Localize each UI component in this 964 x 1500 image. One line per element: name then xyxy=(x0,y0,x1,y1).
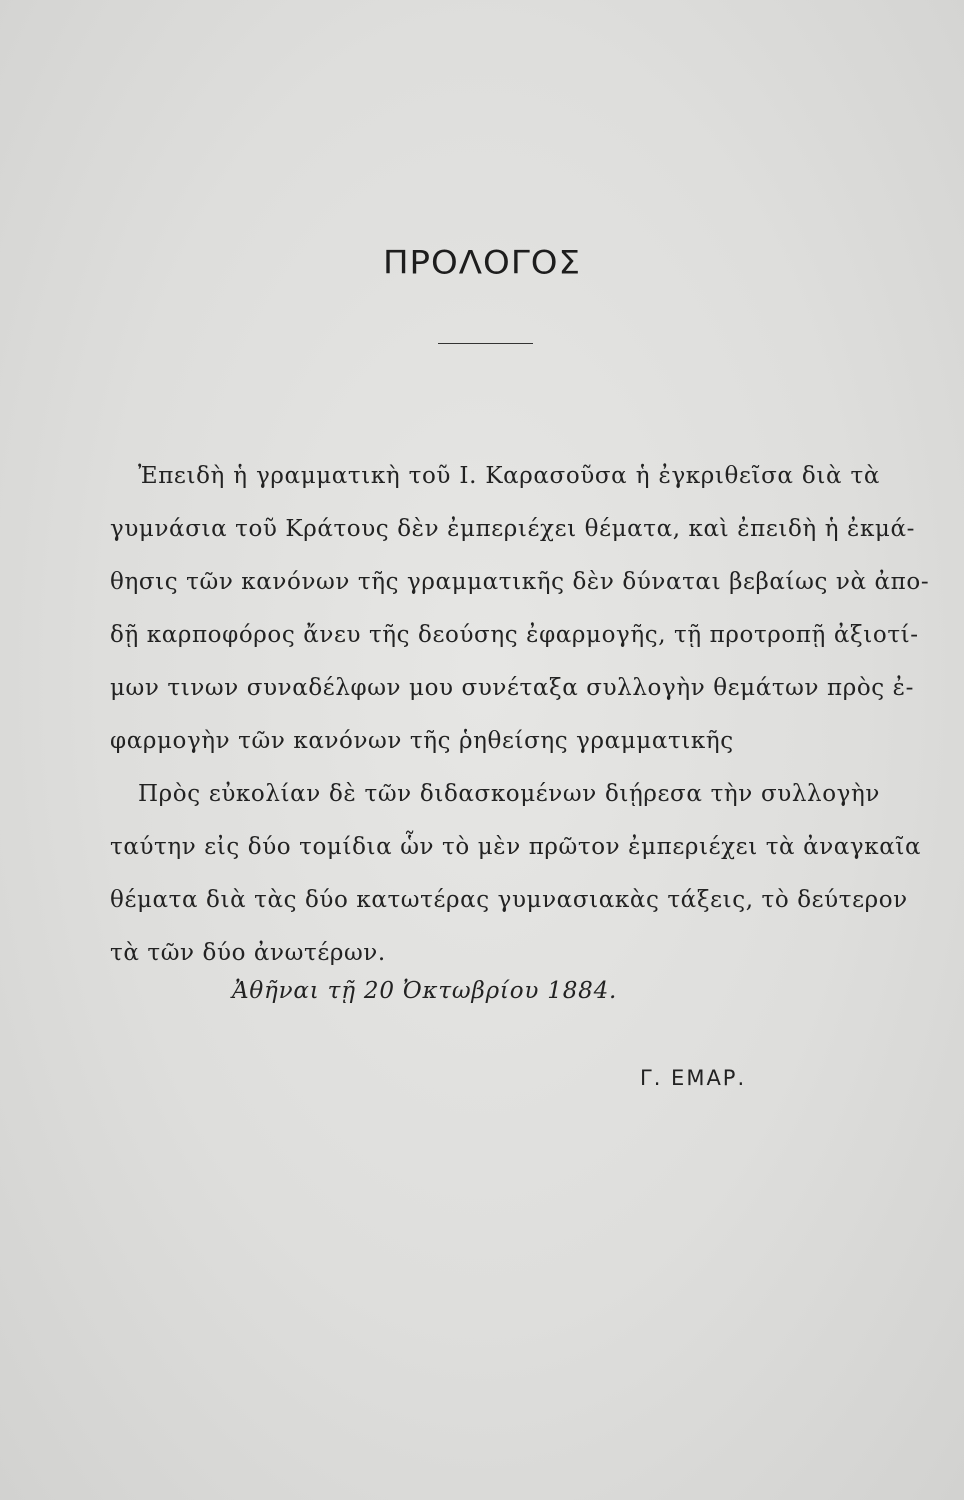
text-line-1: Ἐπειδὴ ἡ γραμματικὴ τοῦ Ι. Καρασοῦσα ἡ ἐγκριθεῖσα διὰ τὰ xyxy=(138,463,880,489)
text-line-4: δῇ καρποφόρος ἄνευ τῆς δεούσης ἐφαρμογῆς, τῇ προτροπῇ ἀξιοτί- xyxy=(110,622,919,648)
title-divider xyxy=(438,343,533,344)
text-line-10: τὰ τῶν δύο ἀνωτέρων. xyxy=(110,940,386,966)
text-line-9: θέματα διὰ τὰς δύο κατωτέρας γυμνασιακὰς τάξεις, τὸ δεύτερον xyxy=(110,887,908,913)
preface-body xyxy=(110,450,930,980)
title-text: ΠΡΟΛΟΓΟΣ xyxy=(382,244,582,282)
text-line-5: μων τινων συναδέλφων μου συνέταξα συλλογὴν θεμάτων πρὸς ἐ- xyxy=(110,675,914,701)
signature: Γ. ΕΜΑΡ. xyxy=(640,1066,747,1090)
text-line-2: γυμνάσια τοῦ Κράτους δὲν ἐμπεριέχει θέματα, καὶ ἐπειδὴ ἡ ἐκμά- xyxy=(110,516,915,542)
dateline: Ἀθῆναι τῇ 20 Ὀκτωβρίου 1884. xyxy=(232,978,618,1004)
text-line-8: ταύτην εἰς δύο τομίδια ὧν τὸ μὲν πρῶτον ἐμπεριέχει τὰ ἀναγκαῖα xyxy=(110,834,922,860)
text-line-7: Πρὸς εὐκολίαν δὲ τῶν διδασκομένων διῄρεσα τὴν συλλογὴν xyxy=(138,781,880,807)
page-title xyxy=(0,243,964,283)
text-line-3: θησις τῶν κανόνων τῆς γραμματικῆς δὲν δύναται βεβαίως νὰ ἀπο- xyxy=(110,569,930,595)
text-line-6: φαρμογὴν τῶν κανόνων τῆς ῥηθείσης γραμματικῆς xyxy=(110,728,734,754)
